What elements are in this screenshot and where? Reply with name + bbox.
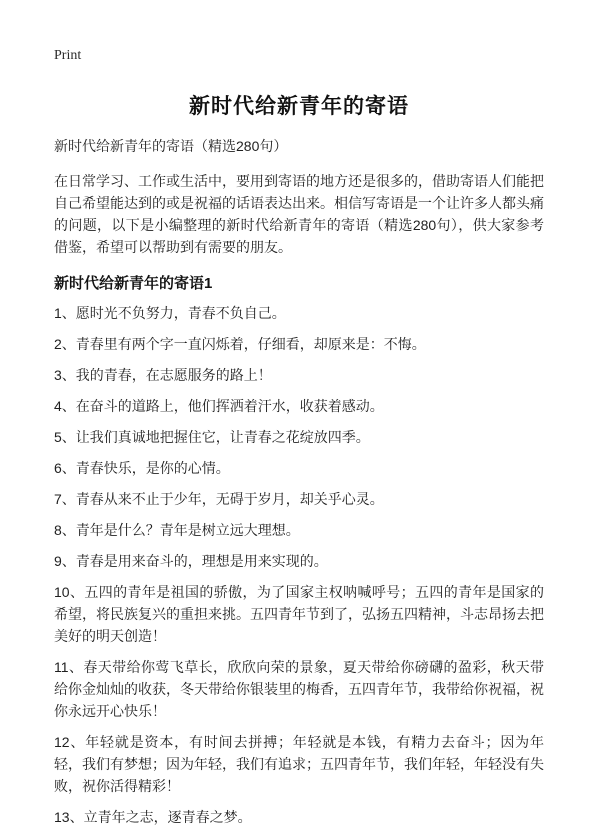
list-item: 13、立青年之志，逐青春之梦。 [54,809,252,825]
list-item: 12、年轻就是资本，有时间去拼搏；年轻就是本钱，有精力去奋斗；因为年轻，我们有梦想；因为年轻，我们有追求；五四青年节，我们年轻，年轻没有失败，祝你活得精彩！ [54,734,544,794]
list-item: 11、春天带给你莺飞草长，欣欣向荣的景象，夏天带给你磅礴的盈彩，秋天带给你金灿灿的收获，冬天带给你银装里的梅香，五四青年节，我带给你祝福，祝你永远开心快乐！ [54,659,544,719]
page-title: 新时代给新青年的寄语 [189,95,409,118]
subtitle: 新时代给新青年的寄语（精选280句） [54,138,288,154]
section-heading: 新时代给新青年的寄语1 [54,275,213,292]
list-item: 10、五四的青年是祖国的骄傲，为了国家主权呐喊呼号；五四的青年是国家的希望，将民族复兴的重担来挑。五四青年节到了，弘扬五四精神，斗志昂扬去把美好的明天创造！ [54,584,544,644]
intro-paragraph: 在日常学习、工作或生活中，要用到寄语的地方还是很多的，借助寄语人们能把自己希望能达到的或是祝福的话语表达出来。相信写寄语是一个让许多人都头痛的问题，以下是小编整理的新时代给新青年的寄语（精选280句），供大家参考借鉴，希望可以帮助到有需要的朋友。 [54,173,544,255]
list-item: 2、青春里有两个字一直闪烁着，仔细看，却原来是：不悔。 [54,336,426,352]
list-item: 9、青春是用来奋斗的，理想是用来实现的。 [54,553,328,569]
list-item: 6、青春快乐，是你的心情。 [54,460,230,476]
list-item: 4、在奋斗的道路上，他们挥洒着汗水，收获着感动。 [54,398,384,414]
list-item: 5、让我们真诚地把握住它，让青春之花绽放四季。 [54,429,370,445]
list-item: 3、我的青春，在志愿服务的路上！ [54,367,272,383]
list-item: 1、愿时光不负努力，青春不负自己。 [54,305,286,321]
list-item: 8、青年是什么？青年是树立远大理想。 [54,522,300,538]
quote-list [54,302,544,828]
print-link[interactable]: Print [54,48,82,63]
list-item: 7、青春从来不止于少年，无碍于岁月，却关乎心灵。 [54,491,384,507]
